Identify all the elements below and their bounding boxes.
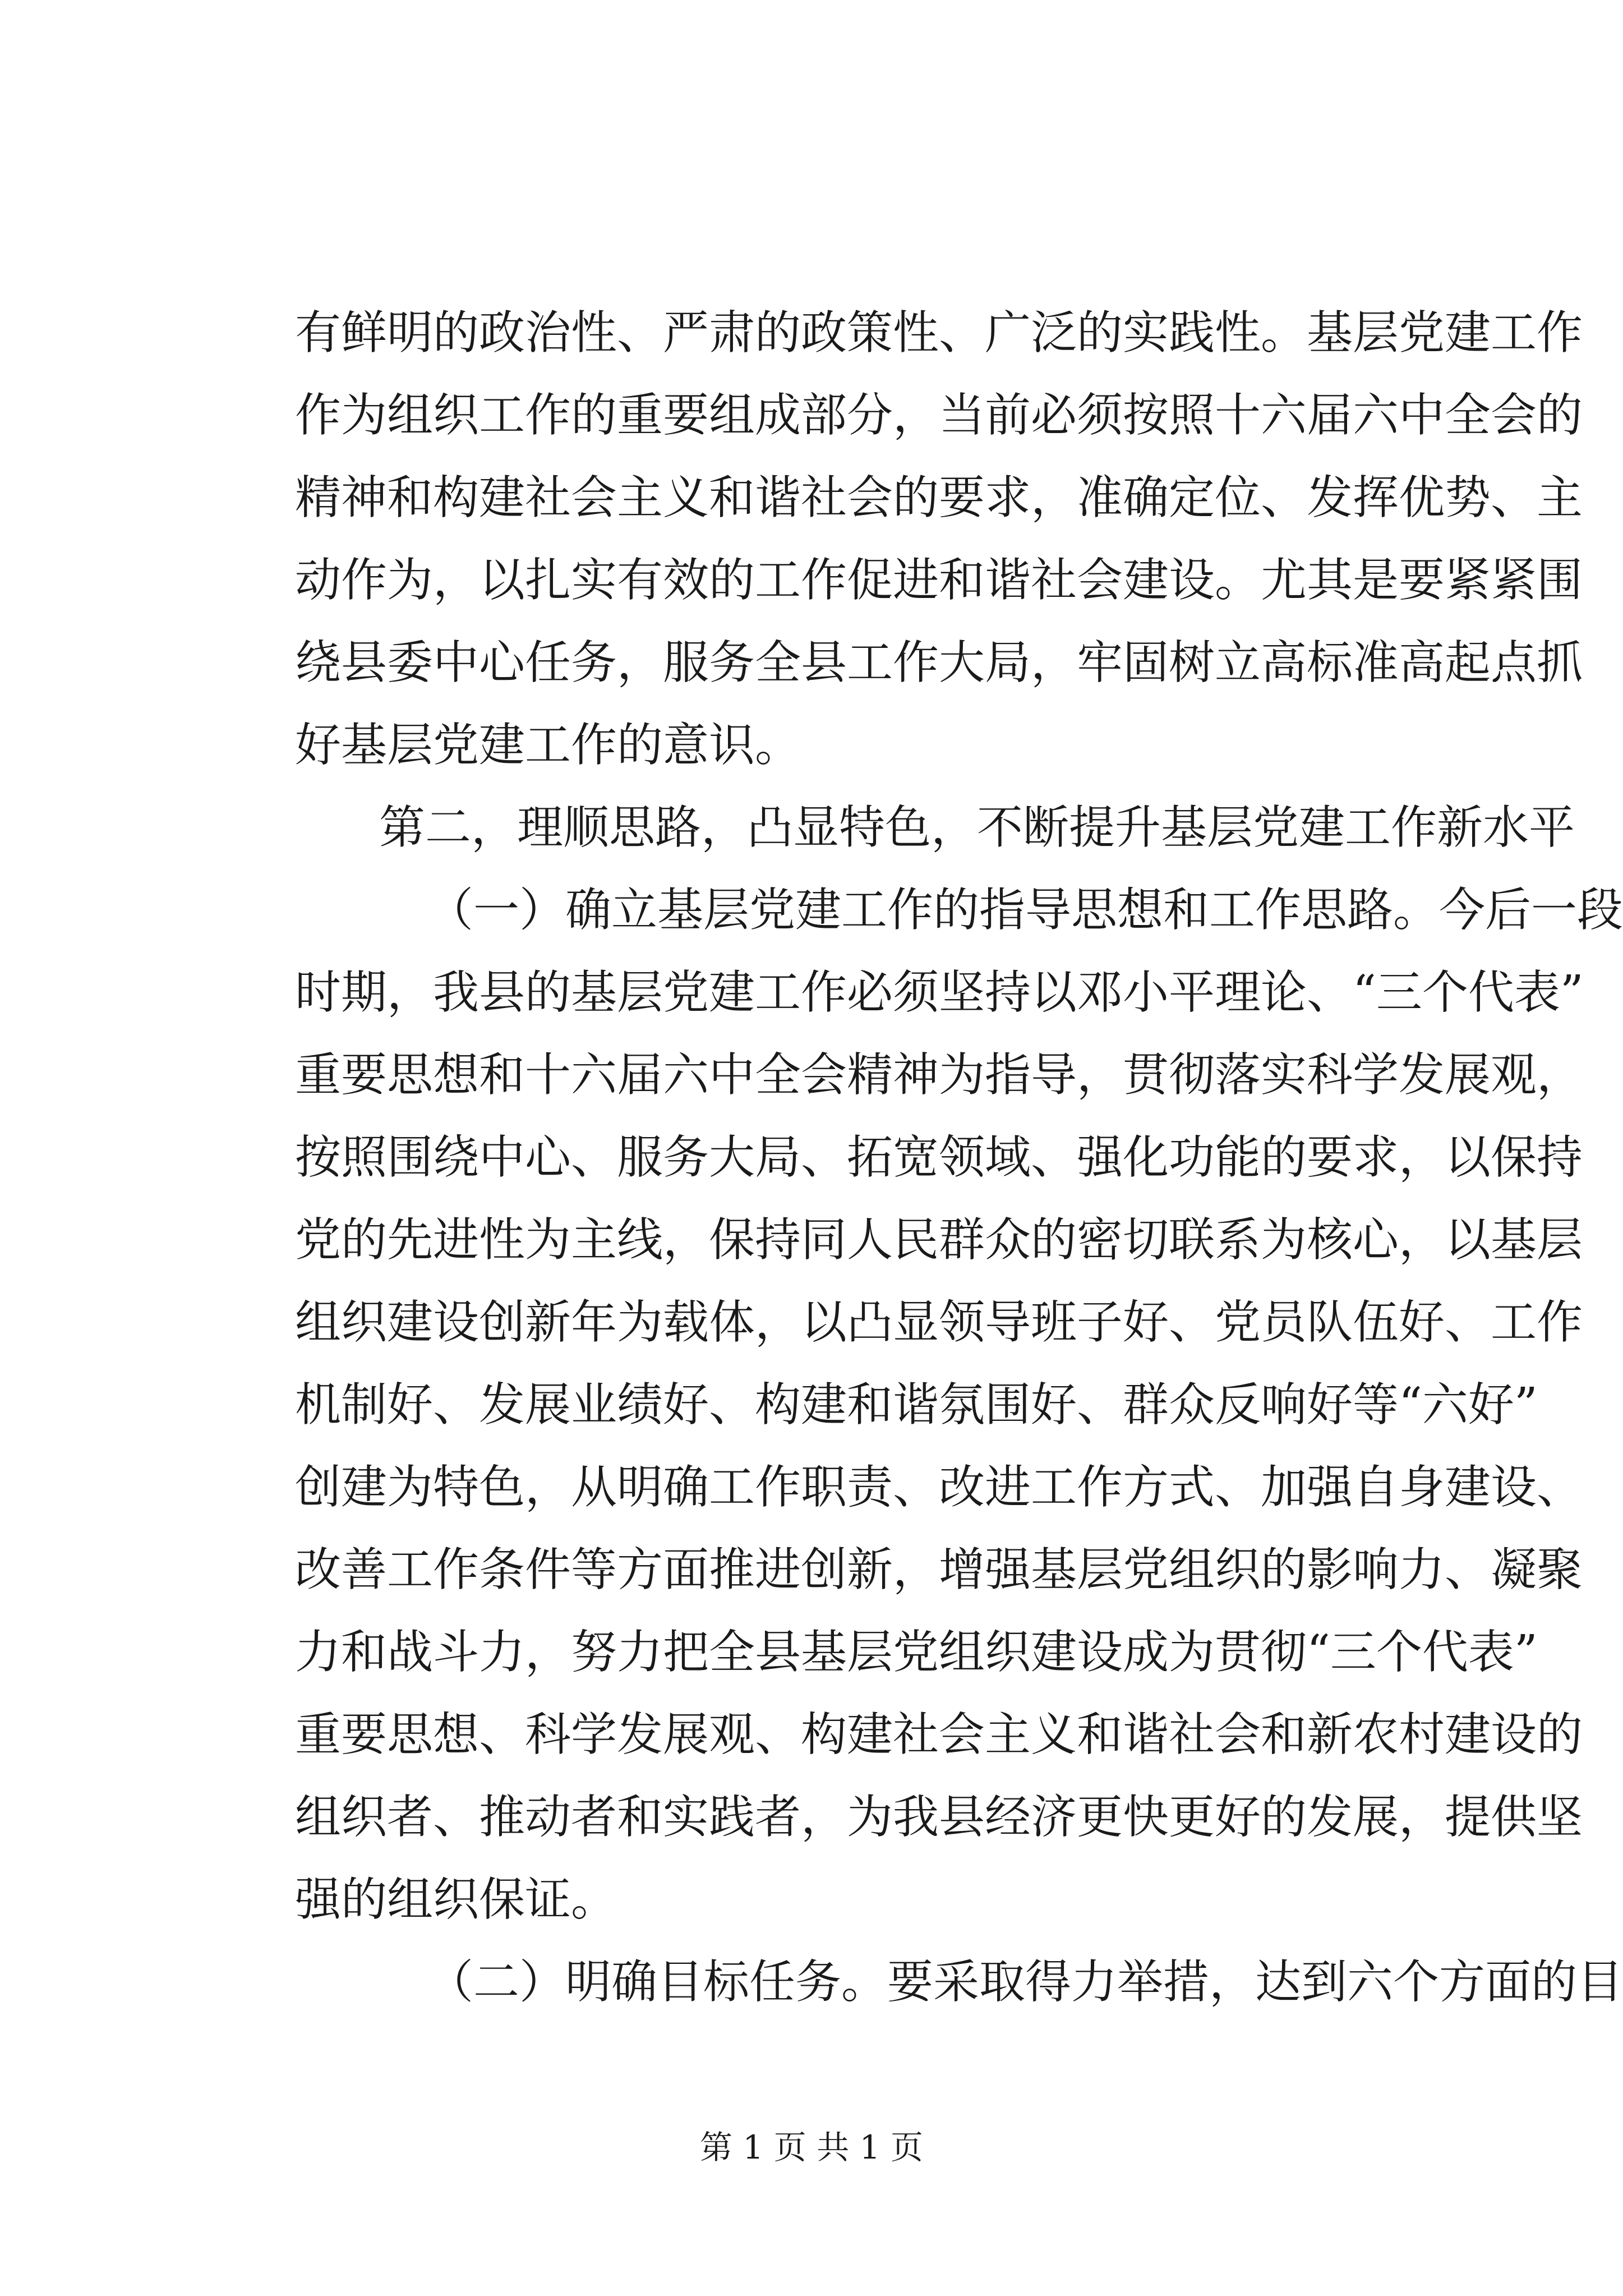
- text-line: 按照围绕中心、服务大局、拓宽领域、强化功能的要求，以保持: [295, 1131, 1583, 1184]
- text-line: 改善工作条件等方面推进创新，增强基层党组织的影响力、凝聚: [295, 1543, 1583, 1596]
- text-line: 力和战斗力，努力把全县基层党组织建设成为贯彻“三个代表”: [295, 1626, 1538, 1679]
- text-line: （二）明确目标任务。要采取得力举措，达到六个方面的目: [427, 1955, 1623, 2009]
- section-heading: 第二，理顺思路，凸显特色，不断提升基层党建工作新水平: [379, 801, 1575, 854]
- text-line: 重要思想和十六届六中全会精神为指导，贯彻落实科学发展观，: [295, 1048, 1583, 1102]
- text-line: 机制好、发展业绩好、构建和谐氛围好、群众反响好等“六好”: [295, 1378, 1538, 1432]
- page-number-footer: 第 1 页 共 1 页: [700, 2128, 923, 2166]
- text-line: 强的组织保证。: [295, 1873, 617, 1926]
- text-line: 绕县委中心任务，服务全县工作大局，牢固树立高标准高起点抓: [295, 636, 1583, 689]
- text-line: 作为组织工作的重要组成部分，当前必须按照十六届六中全会的: [295, 389, 1583, 442]
- document-body: [295, 292, 1623, 2023]
- text-line: 精神和构建社会主义和谐社会的要求，准确定位、发挥优势、主: [295, 471, 1583, 524]
- text-line: 动作为，以扎实有效的工作促进和谐社会建设。尤其是要紧紧围: [295, 554, 1583, 607]
- text-line: 时期，我县的基层党建工作必须坚持以邓小平理论、“三个代表”: [295, 966, 1584, 1019]
- text-line: （一）确立基层党建工作的指导思想和工作思路。今后一段: [427, 884, 1623, 937]
- text-line: 党的先进性为主线，保持同人民群众的密切联系为核心，以基层: [295, 1213, 1583, 1267]
- text-line: 创建为特色，从明确工作职责、改进工作方式、加强自身建设、: [295, 1461, 1583, 1514]
- text-line: 重要思想、科学发展观、构建社会主义和谐社会和新农村建设的: [295, 1708, 1583, 1761]
- text-line: 组织建设创新年为载体，以凸显领导班子好、党员队伍好、工作: [295, 1296, 1583, 1349]
- text-line: 组织者、推动者和实践者，为我县经济更快更好的发展，提供坚: [295, 1791, 1583, 1844]
- text-line: 有鲜明的政治性、严肃的政策性、广泛的实践性。基层党建工作: [295, 306, 1583, 360]
- text-line: 好基层党建工作的意识。: [295, 719, 801, 772]
